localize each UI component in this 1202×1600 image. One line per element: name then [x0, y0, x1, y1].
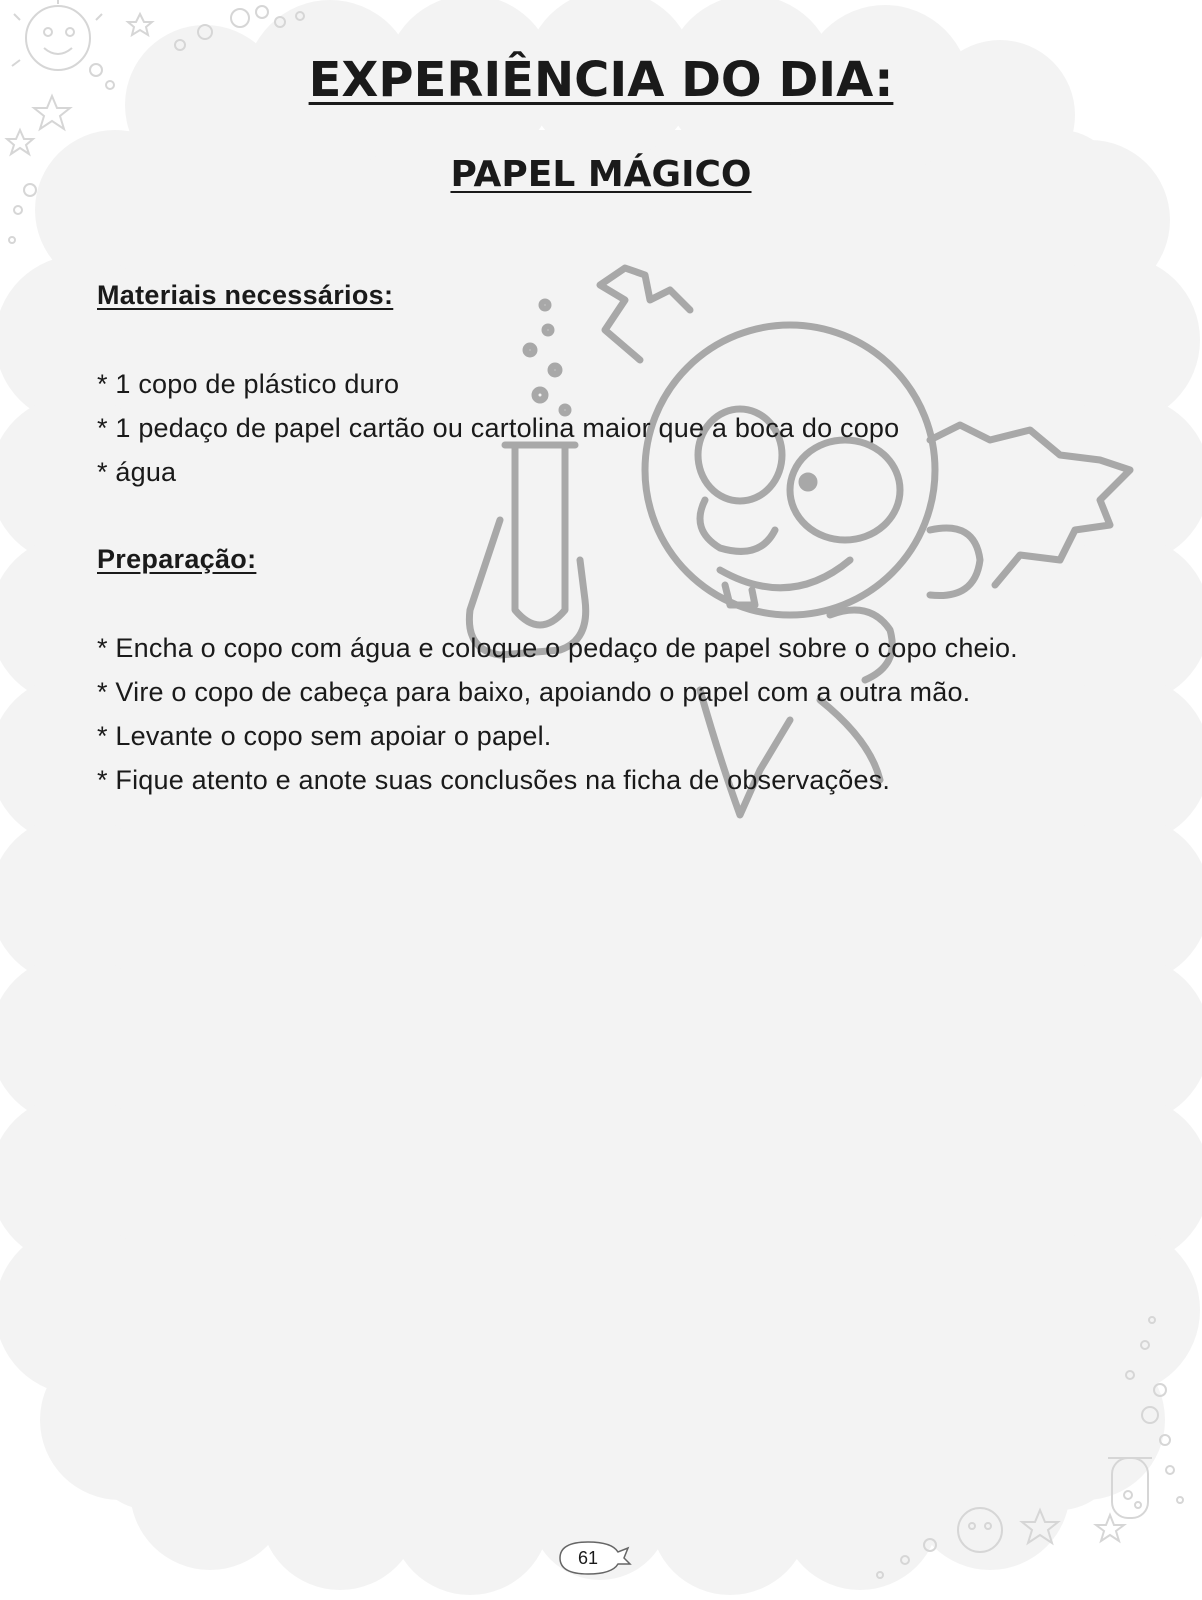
page-title-text: EXPERIÊNCIA DO DIA: [308, 52, 894, 108]
materials-item: * 1 copo de plástico duro [97, 369, 400, 399]
preparation-step: * Levante o copo sem apoiar o papel. [97, 721, 552, 751]
page-subtitle [0, 154, 1202, 195]
preparation-heading: Preparação: [97, 544, 257, 574]
page-number: 61 [577, 1548, 599, 1568]
materials-heading: Materiais necessários: [97, 280, 394, 310]
materials-item: * água [97, 457, 177, 487]
materials-item: * 1 pedaço de papel cartão ou cartolina maior que a boca do copo [97, 413, 900, 443]
preparation-steps [97, 626, 1018, 802]
preparation-step: * Fique atento e anote suas conclusões na ficha de observações. [97, 765, 891, 795]
materials-list [97, 362, 899, 494]
preparation-step: * Encha o copo com água e coloque o pedaço de papel sobre o copo cheio. [97, 633, 1018, 663]
preparation-step: * Vire o copo de cabeça para baixo, apoiando o papel com a outra mão. [97, 677, 971, 707]
page-subtitle-text: PAPEL MÁGICO [450, 154, 752, 195]
page-title [0, 52, 1202, 108]
